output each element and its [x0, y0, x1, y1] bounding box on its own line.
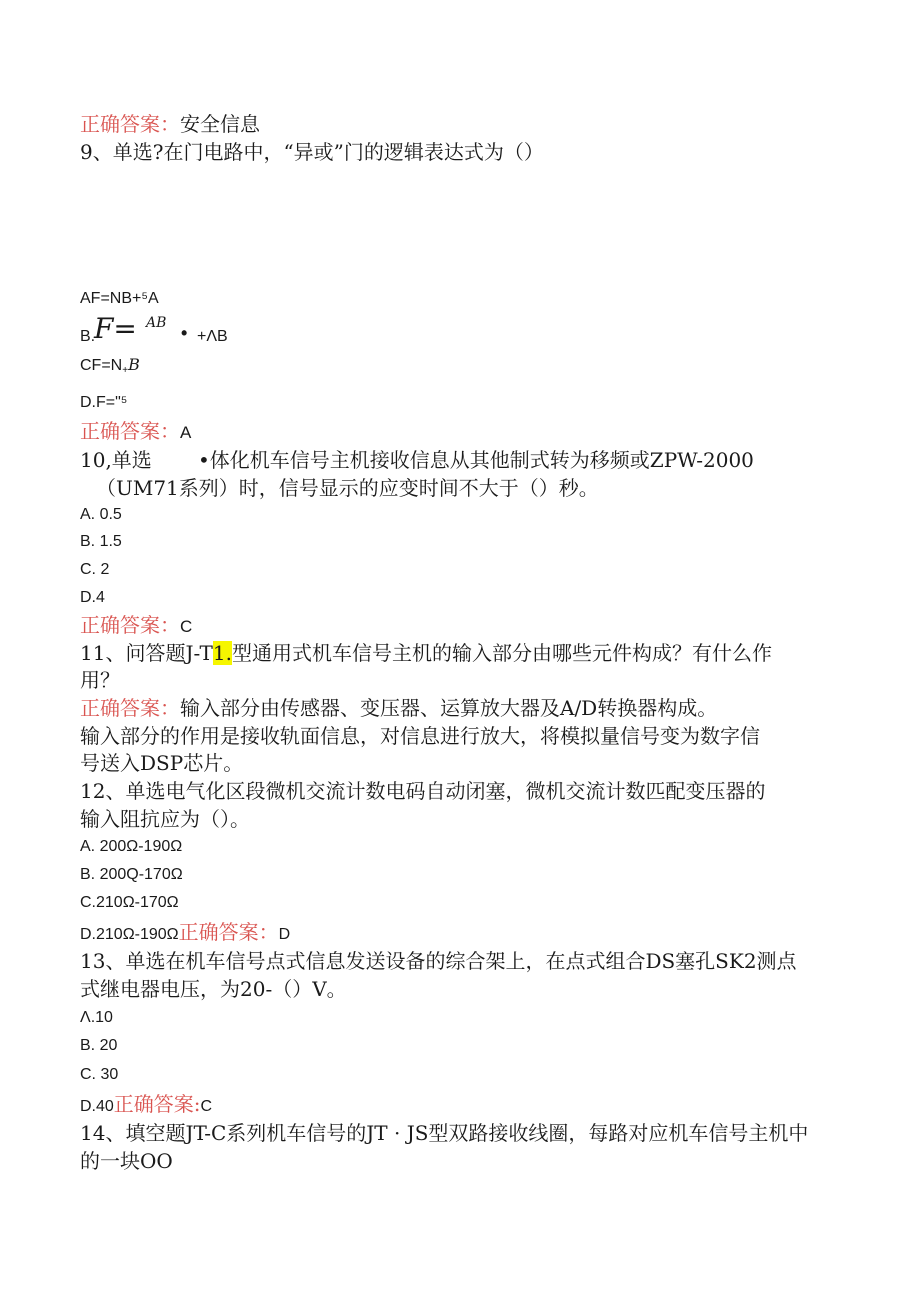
q9-option-c-sub: + [122, 365, 129, 376]
answer-line-9 [80, 421, 191, 441]
answer-value: 安全信息 [180, 112, 260, 136]
q9-option-b-dot: • [181, 323, 188, 343]
q10-option-a: A. 0.5 [80, 506, 122, 523]
q11-highlight: 1. [212, 641, 232, 665]
q12-option-c: C.210Ω-170Ω [80, 894, 179, 911]
q11-text-a: 11、问答题J-T [80, 641, 213, 665]
question-12-line-2: 输入阻抗应为（）。 [80, 807, 250, 831]
answer-line-8 [80, 114, 260, 134]
q12-option-d: D.210Ω-190Ω [80, 926, 179, 943]
q10-option-b: B. 1.5 [80, 533, 122, 550]
answer-value: 输入部分由传感器、变压器、运算放大器及A/D转换器构成。 [180, 696, 718, 720]
question-12-line-1: 12、单选电气化区段微机交流计数电码自动闭塞，微机交流计数匹配变压器的 [80, 779, 766, 803]
question-14-line-2: 的一块OO [80, 1149, 173, 1173]
q10-option-c: C. 2 [80, 561, 110, 578]
answer-value: C [200, 1098, 213, 1115]
q9-option-c-var: B [128, 355, 140, 374]
q12-option-b: B. 200Q-170Ω [80, 866, 183, 883]
answer-label: 正确答案: [113, 1092, 201, 1116]
question-14-line-1: 14、填空题JT-C系列机车信号的JT · JS型双路接收线圈，每路对应机车信号主机中 [80, 1121, 809, 1145]
q9-option-c [80, 357, 140, 376]
question-11-line-1 [80, 643, 772, 663]
q9-option-b-formula: F= [94, 312, 137, 345]
q11-text-b: 型通用式机车信号主机的输入部分由哪些元件构成？有什么作 [231, 641, 772, 665]
answer-11-line-3: 号送入DSP芯片。 [80, 751, 244, 775]
q9-option-a: AF=NB+⁵A [80, 290, 159, 307]
question-10-line-2: （UM71系列）时，信号显示的应变时间不大于（）秒。 [96, 476, 599, 500]
answer-value: A [180, 423, 192, 442]
answer-line-11 [80, 698, 717, 718]
answer-label: 正确答案： [80, 696, 180, 720]
q10-prefix: 10,单选 [80, 448, 152, 472]
answer-value: D [278, 926, 291, 943]
q13-option-d-row [80, 1094, 212, 1115]
q9-option-c-prefix: CF=N [80, 357, 123, 374]
q13-option-b: B. 20 [80, 1037, 118, 1054]
q13-option-c: C. 30 [80, 1066, 119, 1083]
answer-label: 正确答案： [80, 112, 180, 136]
q13-option-d: D.40 [80, 1098, 114, 1115]
answer-11-line-2: 输入部分的作用是接收轨面信息，对信息进行放大，将模拟量信号变为数字信 [80, 724, 760, 748]
q9-option-b-suffix: +ΛB [197, 328, 228, 345]
question-9-text: 9、单选?在门电路中，“异或”门的逻辑表达式为（） [80, 140, 544, 164]
q9-option-b-superscript: AB [146, 315, 167, 331]
q10-text: •体化机车信号主机接收信息从其他制式转为移频或ZPW-2000 [198, 448, 754, 472]
q10-option-d: D.4 [80, 589, 105, 606]
q9-option-d: D.F="⁵ [80, 394, 128, 411]
question-13-line-1: 13、单选在机车信号点式信息发送设备的综合架上，在点式组合DS塞孔SK2测点 [80, 949, 797, 973]
q12-option-a: A. 200Ω-190Ω [80, 838, 183, 855]
q13-option-a: Λ.10 [80, 1009, 113, 1026]
answer-label: 正确答案： [80, 613, 180, 637]
answer-label: 正确答案： [80, 419, 180, 443]
question-10-line-1 [80, 448, 754, 472]
q12-option-d-row [80, 922, 290, 943]
question-13-line-2: 式继电器电压，为20-（）V。 [80, 977, 347, 1001]
answer-line-10 [80, 615, 192, 635]
q9-option-b-prefix: B. [80, 328, 96, 345]
answer-value: C [180, 617, 193, 636]
question-11-line-2: 用？ [80, 668, 120, 692]
answer-label: 正确答案： [178, 920, 279, 944]
